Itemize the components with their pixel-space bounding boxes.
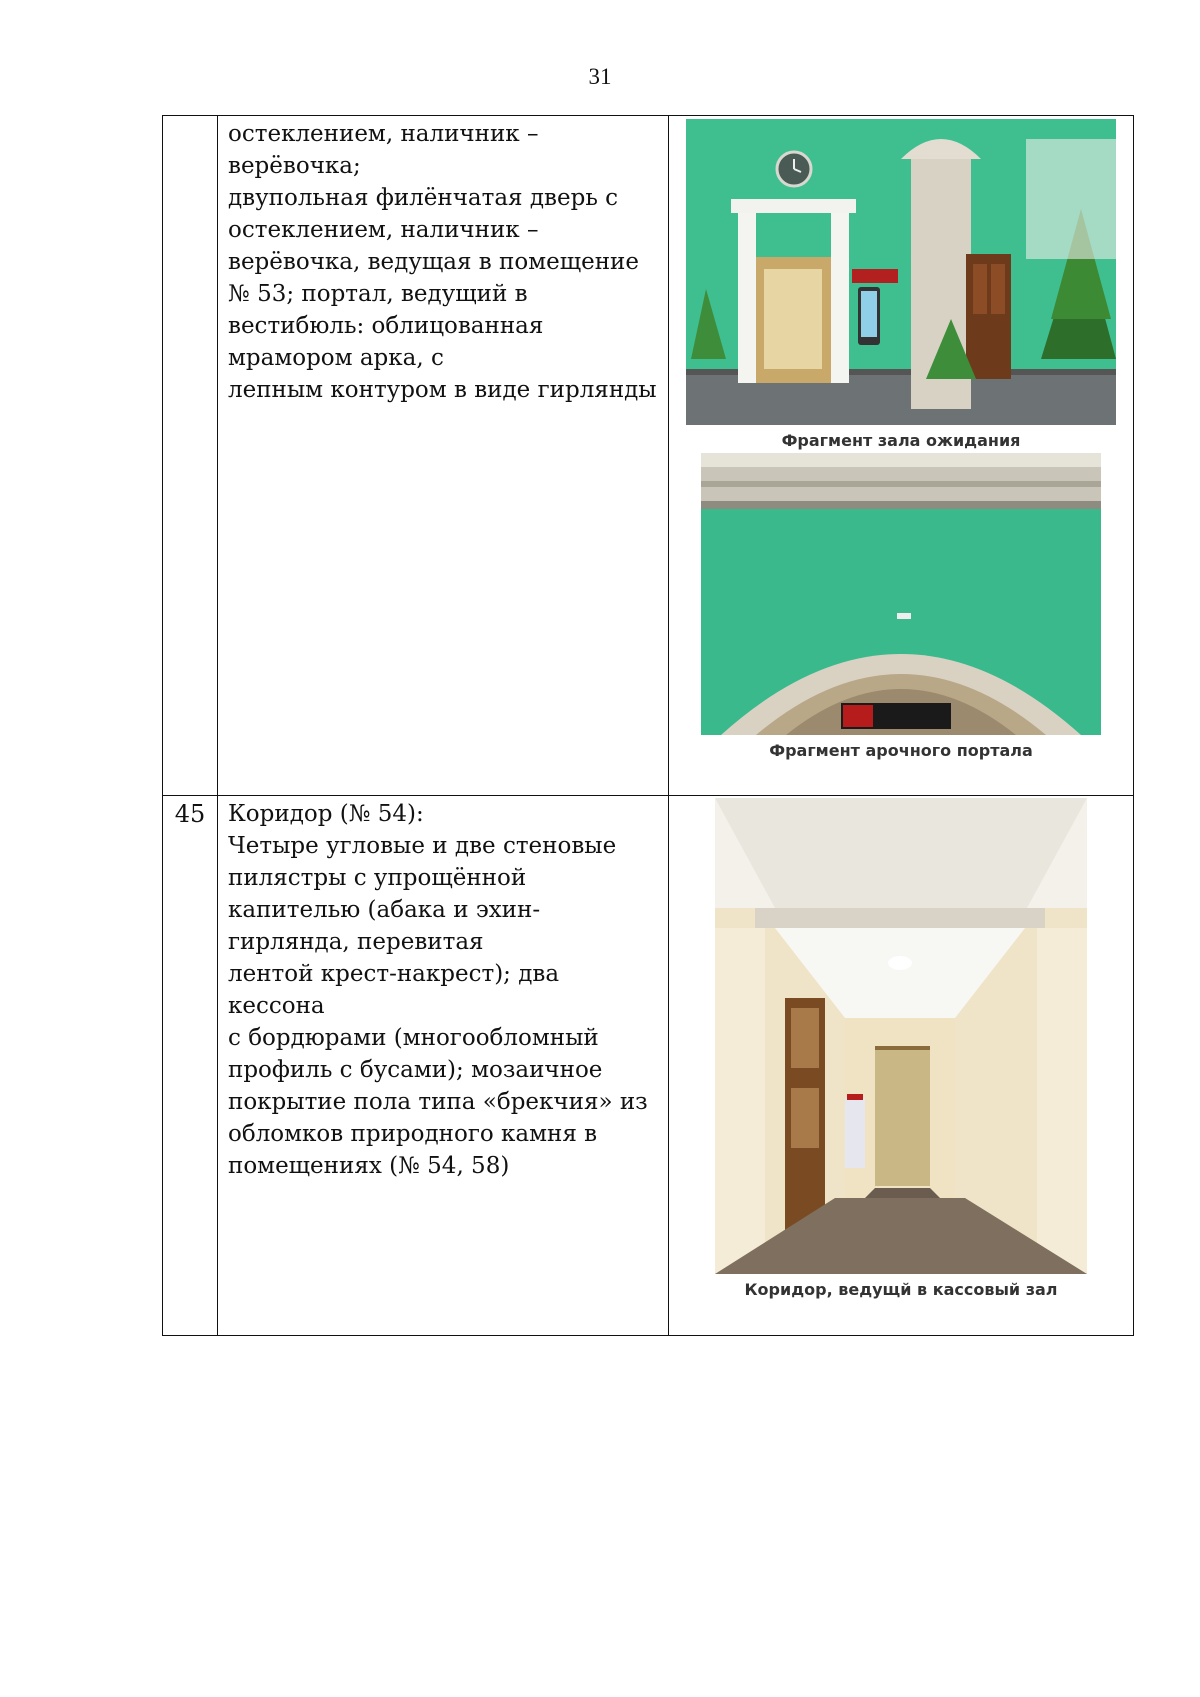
photo-caption: Коридор, ведущй в кассовый зал: [744, 1280, 1058, 1299]
row-number: 45: [163, 796, 218, 1336]
table-row: [163, 116, 1134, 796]
page-number: 31: [588, 64, 612, 89]
photo-cell: [669, 796, 1134, 1336]
corridor-photo: [715, 798, 1087, 1274]
waiting-hall-photo: [686, 119, 1116, 425]
description-text: остеклением, наличник – верёвочка; двупольная филёнчатая дверь с остеклением, наличник – верёвочка, ведущая в помещение № 53; портал, ведущий в вестибюль: облицованная мрамором арка, с лепным контуром в виде гирлянды: [228, 121, 657, 403]
monument-features-table: [162, 115, 1134, 1336]
row-description: [218, 796, 669, 1336]
table-row: [163, 796, 1134, 1336]
photo-figure: [669, 119, 1133, 451]
photo-caption: Фрагмент арочного портала: [769, 741, 1033, 760]
arch-portal-photo: [701, 453, 1101, 735]
row-number: [163, 116, 218, 796]
photo-figure: [669, 453, 1133, 761]
description-text: Коридор (№ 54): Четыре угловые и две стеновые пилястры с упрощённой капителью (абака и эхин- гирлянда, перевитая лентой крест-накрест); два кессона с бордюрами (многообломный профиль с бусами); мозаичное покрытие пола типа «брекчия» из обломков природного камня в помещениях (№ 54, 58): [228, 801, 648, 1179]
photo-cell: [669, 116, 1134, 796]
photo-caption: Фрагмент зала ожидания: [781, 431, 1021, 450]
photo-figure: [669, 798, 1133, 1300]
row-description: [218, 116, 669, 796]
